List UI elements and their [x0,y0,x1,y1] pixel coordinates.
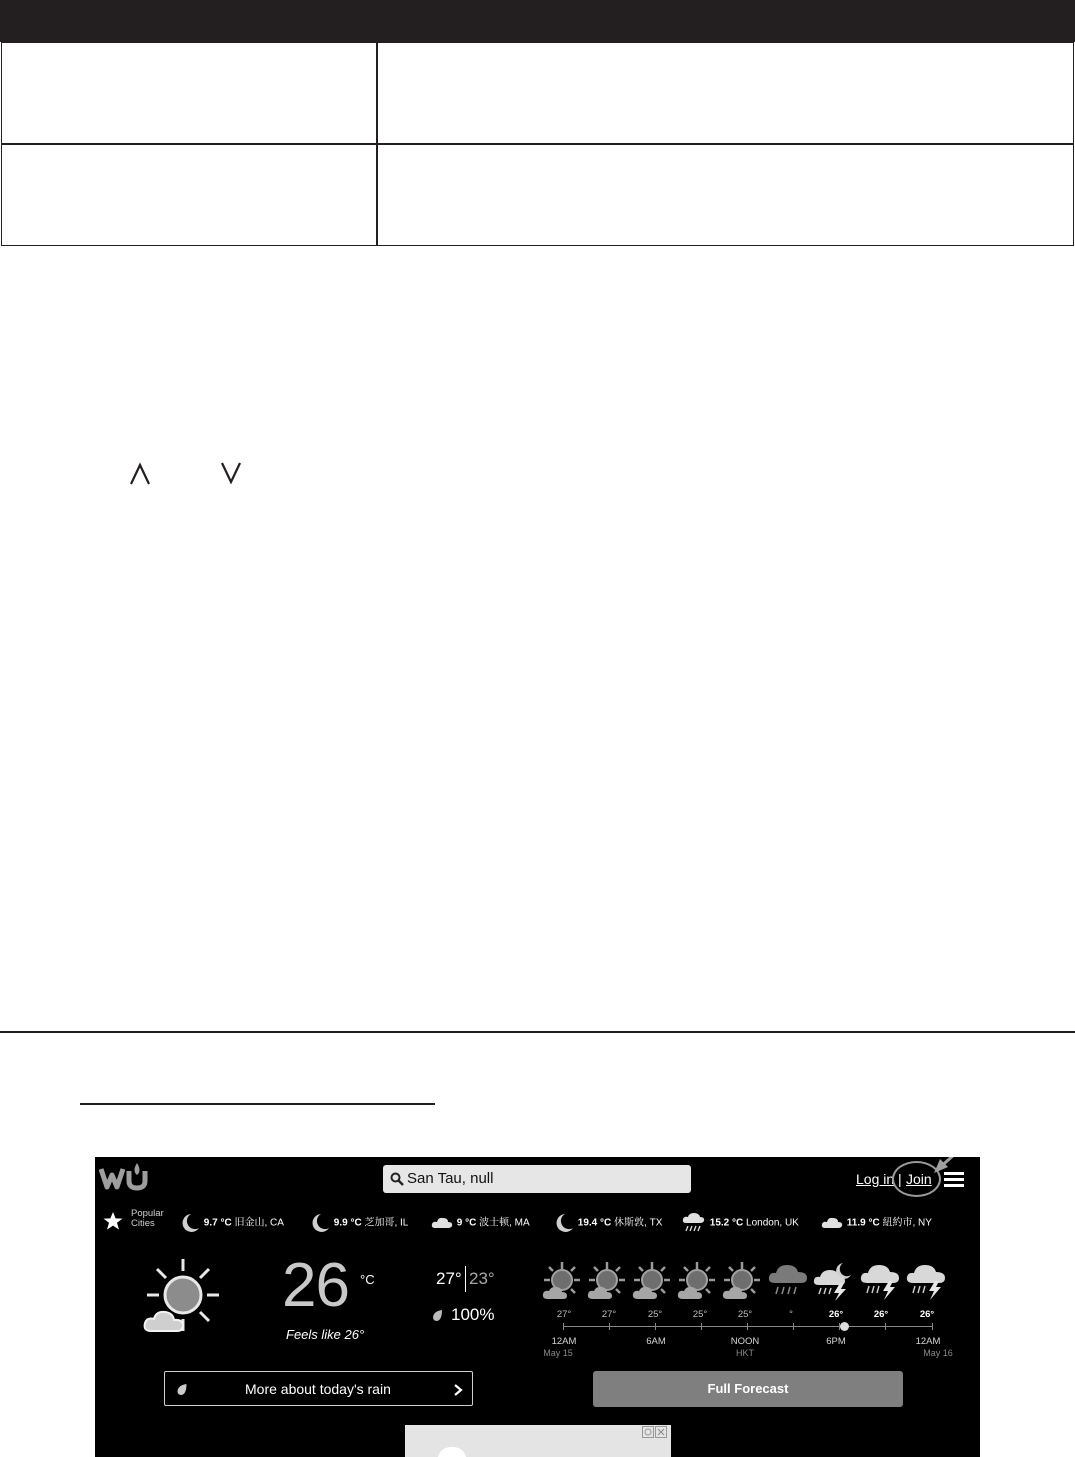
ad-banner[interactable] [405,1425,671,1457]
header-separator: | [898,1171,902,1187]
rain-details-button[interactable] [164,1371,473,1406]
city-item[interactable]: 15.2 °C London, UK [681,1212,799,1234]
timeline-tick [563,1323,564,1330]
thunderstorm-icon [859,1261,903,1301]
hourly-temp: 27° [601,1309,617,1320]
search-input[interactable] [383,1165,691,1193]
hourly-temp: ° [789,1309,793,1320]
thunderstorm-icon [905,1261,949,1301]
hourly-temp: 26° [873,1309,889,1320]
low-temperature: 23° [469,1269,495,1288]
city-item[interactable]: 9.9 °C 芝加哥, IL [307,1212,408,1234]
table-row-divider [1,143,1074,145]
raindrop-icon [432,1309,444,1322]
section-rule [0,1031,1075,1033]
timeline-label: NOON [730,1336,760,1347]
raindrop-icon [176,1383,189,1396]
wu-logo [99,1161,151,1191]
feels-like: Feels like 26° [286,1327,365,1342]
temperature-unit[interactable]: °C [360,1272,375,1287]
caret-down-icon [219,460,243,484]
hi-lo-divider [465,1266,466,1292]
table-header-bar [0,0,1075,42]
partly-sunny-icon [720,1261,764,1301]
timeline-label: 6PM [826,1336,846,1347]
ad-logo-icon [435,1443,469,1457]
moon-icon [177,1212,201,1234]
rain-button-label: More about today's rain [245,1381,391,1397]
timeline-tick [793,1323,794,1330]
forecast-button-label: Full Forecast [707,1381,789,1396]
rain-cloud-icon [767,1261,811,1301]
timeline-tick [885,1323,886,1330]
city-item[interactable]: 11.9 °C 紐約市, NY [820,1212,932,1234]
partly-sunny-icon [630,1261,674,1301]
partly-cloudy-icon [141,1257,221,1337]
hourly-temp: 27° [556,1309,572,1320]
moon-icon [307,1212,331,1234]
cloud-icon [430,1212,454,1234]
table-column-divider [376,42,378,246]
search-icon [389,1171,405,1187]
timeline-tick [747,1323,748,1330]
chevron-right-icon [452,1384,464,1396]
timeline-sublabel: HKT [736,1348,754,1358]
high-temperature: 27° [436,1269,462,1288]
search-value: San Tau, null [407,1170,494,1187]
ad-close-icon[interactable] [642,1426,668,1438]
city-item[interactable]: 9 °C 波士顿, MA [430,1212,530,1234]
timeline-sublabel: May 15 [543,1348,573,1358]
timeline-tick [609,1323,610,1330]
hourly-temp: 26° [919,1309,935,1320]
city-item[interactable]: 9.7 °C 旧金山, CA [177,1212,284,1234]
timeline-label: 12AM [915,1336,941,1347]
join-link[interactable]: Join [906,1171,932,1187]
moon-icon [551,1212,575,1234]
weather-site-screenshot [95,1157,980,1457]
rain-icon [681,1212,707,1234]
timeline-tick [655,1323,656,1330]
hourly-timeline [563,1326,933,1327]
popular-cities-label: Popular Cities [131,1208,164,1229]
full-forecast-button[interactable] [593,1371,903,1407]
current-temperature: 26 [282,1251,349,1320]
caret-up-icon [128,462,152,486]
city-item[interactable]: 19.4 °C 休斯敦, TX [551,1212,662,1234]
hourly-temp: 25° [737,1309,753,1320]
login-link[interactable]: Log in [856,1171,895,1187]
current-time-marker [840,1322,849,1331]
hourly-temp: 26° [828,1309,844,1320]
partly-sunny-icon [540,1261,584,1301]
partly-sunny-icon [675,1261,719,1301]
hourly-temp: 25° [647,1309,663,1320]
menu-icon[interactable] [944,1172,964,1190]
rain-chance: 100% [451,1305,495,1324]
night-storm-icon [813,1261,857,1301]
timeline-tick [932,1323,933,1330]
timeline-tick [701,1323,702,1330]
cloud-icon [820,1212,844,1234]
hourly-temp: 25° [692,1309,708,1320]
heading-underline [80,1103,435,1105]
partly-sunny-icon [585,1261,629,1301]
timeline-label: 6AM [646,1336,666,1347]
timeline-sublabel: May 16 [923,1348,953,1358]
star-icon[interactable] [103,1211,123,1231]
timeline-label: 12AM [551,1336,577,1347]
